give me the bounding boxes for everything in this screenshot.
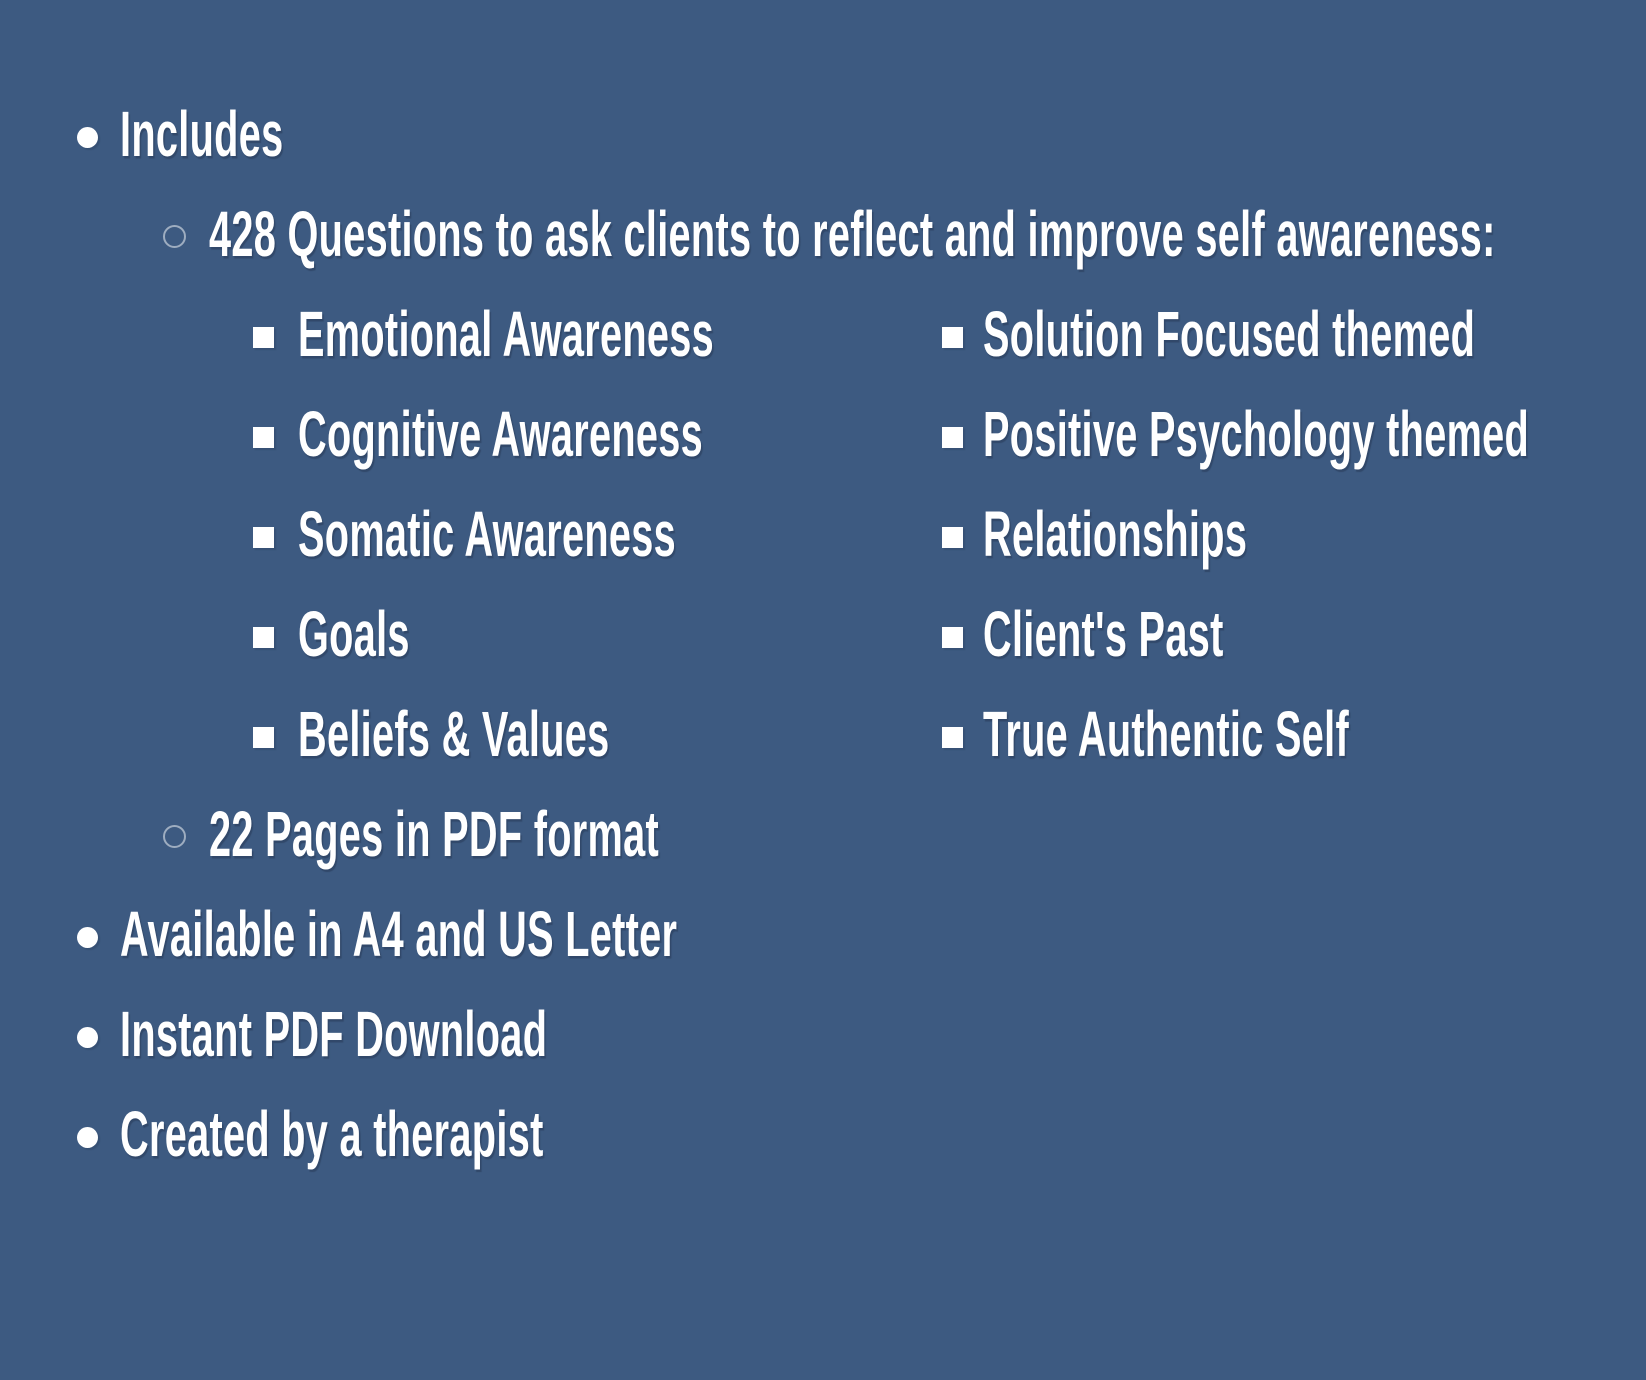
list-item-author [0,1084,1646,1184]
questions-label: 428 Questions to ask clients to reflect and improve self awareness: [209,198,1496,270]
square-bullet-icon [253,427,274,448]
topic-item-clients-past [942,584,1646,684]
topic-item-relationships [942,484,1646,584]
list-item-format [0,884,1646,984]
list-item-questions [0,184,1646,284]
topic-label-cognitive-awareness: Cognitive Awareness [298,398,704,470]
circle-bullet-icon [163,825,186,848]
square-bullet-icon [942,527,963,548]
list-item-pages [0,784,1646,884]
square-bullet-icon [942,627,963,648]
topics-column-right [942,284,1646,784]
square-bullet-icon [253,527,274,548]
topics-column-left [0,284,942,784]
topic-item-somatic-awareness [0,484,942,584]
topic-label-true-authentic-self: True Authentic Self [983,698,1349,770]
topic-item-true-authentic-self [942,684,1646,784]
topic-item-positive-psychology [942,384,1646,484]
topic-label-emotional-awareness: Emotional Awareness [298,298,715,370]
list-item-includes [0,84,1646,184]
square-bullet-icon [942,327,963,348]
disc-bullet-icon [77,1027,98,1048]
format-label: Available in A4 and US Letter [120,898,678,970]
topic-item-cognitive-awareness [0,384,942,484]
square-bullet-icon [942,727,963,748]
list-item-download [0,984,1646,1084]
topic-label-clients-past: Client's Past [983,598,1224,670]
square-bullet-icon [253,727,274,748]
topic-label-goals: Goals [298,598,410,670]
download-label: Instant PDF Download [120,998,548,1070]
disc-bullet-icon [77,1127,98,1148]
topic-item-beliefs-values [0,684,942,784]
topic-label-solution-focused: Solution Focused themed [983,298,1476,370]
square-bullet-icon [253,327,274,348]
topic-item-solution-focused [942,284,1646,384]
topic-label-somatic-awareness: Somatic Awareness [298,498,677,570]
topic-label-positive-psychology: Positive Psychology themed [983,398,1530,470]
topic-label-beliefs-values: Beliefs & Values [298,698,610,770]
square-bullet-icon [942,427,963,448]
topic-item-emotional-awareness [0,284,942,384]
topic-item-goals [0,584,942,684]
topics-columns [0,284,1646,784]
author-label: Created by a therapist [120,1098,544,1170]
includes-label: Includes [120,98,284,170]
circle-bullet-icon [163,225,186,248]
disc-bullet-icon [77,927,98,948]
square-bullet-icon [253,627,274,648]
topic-label-relationships: Relationships [983,498,1248,570]
pages-label: 22 Pages in PDF format [209,798,660,870]
disc-bullet-icon [77,127,98,148]
